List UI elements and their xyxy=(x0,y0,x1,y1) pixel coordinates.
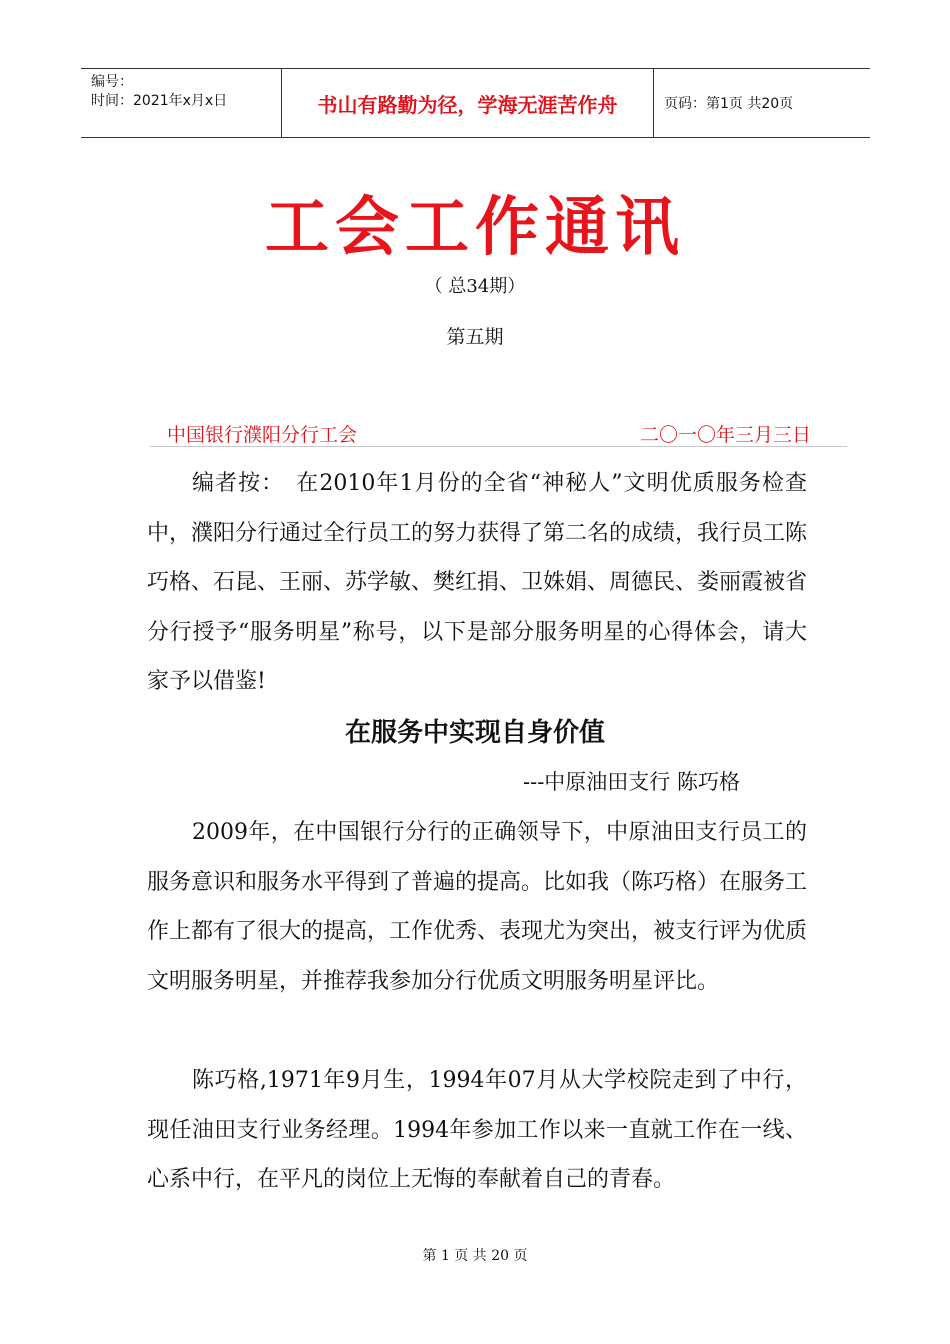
article-paragraph: 2009年，在中国银行分行的正确领导下，中原油田支行员工的服务意识和服务水平得到了普遍的提高。比如我（陈巧格）在服务工作上都有了很大的提高，工作优秀、表现尤为突出，被支行评为优质文明服务明星，并推荐我参加分行优质文明服务明星评比。 xyxy=(147,820,808,994)
issue-total: （ 总34期） xyxy=(424,276,526,297)
page-footer: 第 1 页 共 20 页 xyxy=(422,1248,528,1264)
number-label: 编号： xyxy=(91,74,133,90)
issue-number: 第五期 xyxy=(446,326,504,348)
header-motto: 书山有路勤为径，学海无涯苦作舟 xyxy=(282,69,654,137)
organization-name: 中国银行濮阳分行工会 xyxy=(167,424,358,446)
organization-line xyxy=(150,420,847,447)
editor-note: 编者按： 在2010年1月份的全省“神秘人”文明优质服务检查中，濮阳分行通过全行员工的努力获得了第二名的成绩，我行员工陈巧格、石昆、王丽、苏学敏、樊红捐、卫姝娟、周德民、娄丽霞被省分行授予“服务明星”称号，以下是部分服务明星的心得体会，请大家予以借鉴! xyxy=(147,471,808,694)
article-byline: ---中原油田支行 陈巧格 xyxy=(523,770,740,794)
header-meta xyxy=(81,69,282,137)
document-header xyxy=(81,68,870,138)
time-label: 时间：2021年x月x日 xyxy=(91,93,228,109)
newsletter-title: 工会工作通讯 xyxy=(265,191,685,265)
header-page-info: 页码：第1页 共20页 xyxy=(664,96,794,112)
article-paragraph: 陈巧格,1971年9月生，1994年07月从大学校院走到了中行，现任油田支行业务经理。1994年参加工作以来一直就工作在一线、心系中行，在平凡的岗位上无悔的奉献着自己的青春。 xyxy=(147,1068,807,1192)
article-title: 在服务中实现自身价值 xyxy=(344,718,605,748)
issue-date: 二〇一〇年三月三日 xyxy=(639,424,811,446)
